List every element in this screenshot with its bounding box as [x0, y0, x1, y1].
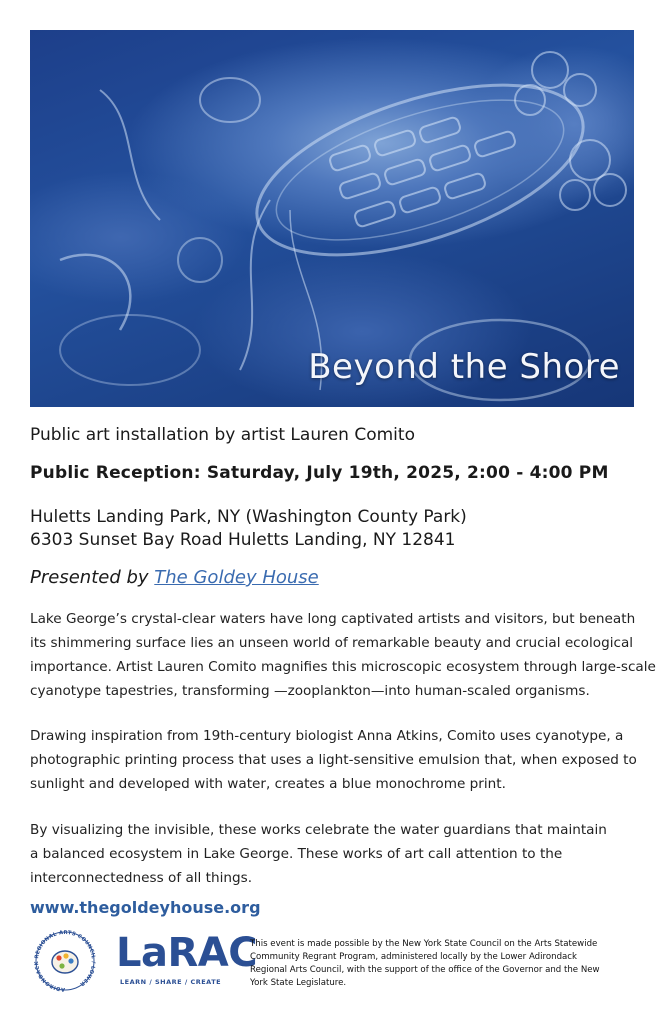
- funding-line: York State Legislature.: [250, 978, 347, 988]
- presented-by-label: Presented by: [30, 567, 149, 588]
- paragraph-line: a balanced ecosystem in Lake George. These works of art call attention to the: [30, 846, 563, 862]
- artwork-title: Beyond the Shore: [308, 347, 620, 387]
- funding-line: Regional Arts Council, with the support of the office of the Governor and the New: [250, 965, 600, 975]
- description-paragraph-1: [30, 607, 656, 703]
- larac-tagline: LEARN / SHARE / CREATE: [120, 978, 222, 986]
- larac-wordmark: LaRAC: [116, 930, 258, 976]
- larac-logo: [32, 928, 258, 994]
- website-link[interactable]: www.thegoldeyhouse.org: [30, 898, 261, 917]
- description-paragraph-2: [30, 724, 637, 796]
- funding-statement: [250, 938, 635, 990]
- paragraph-line: Lake George’s crystal-clear waters have long captivated artists and visitors, but beneath: [30, 611, 636, 627]
- hero-image: [30, 30, 634, 407]
- funding-line: This event is made possible by the New York State Council on the Arts Statewide: [250, 939, 598, 949]
- paragraph-line: importance. Artist Lauren Comito magnifies this microscopic ecosystem through large-scale: [30, 659, 656, 675]
- paragraph-line: sunlight and developed with water, creates a blue monochrome print.: [30, 776, 506, 792]
- venue-name: Huletts Landing Park, NY (Washington County Park): [30, 507, 467, 527]
- paragraph-line: photographic printing process that uses a light-sensitive emulsion that, when exposed to: [30, 752, 637, 768]
- funding-line: Community Regrant Program, administered locally by the Lower Adirondack: [250, 952, 577, 962]
- paragraph-line: interconnectedness of all things.: [30, 870, 253, 886]
- paragraph-line: cyanotype tapestries, transforming —zooplankton—into human-scaled organisms.: [30, 683, 590, 699]
- reception-details: Public Reception: Saturday, July 19th, 2025, 2:00 - 4:00 PM: [30, 463, 609, 483]
- larac-palette-icon: [32, 928, 112, 994]
- paragraph-line: Drawing inspiration from 19th-century biologist Anna Atkins, Comito uses cyanotype, a: [30, 728, 624, 744]
- presented-by: [30, 567, 319, 588]
- description-paragraph-3: [30, 818, 630, 890]
- goldey-house-link[interactable]: The Goldey House: [154, 567, 319, 588]
- paragraph-line: By visualizing the invisible, these works celebrate the water guardians that maintain: [30, 822, 607, 838]
- subtitle: Public art installation by artist Lauren Comito: [30, 425, 415, 445]
- venue-address: 6303 Sunset Bay Road Huletts Landing, NY 12841: [30, 530, 456, 550]
- logo-ring-text: ADIRONDACK REGIONAL ARTS COUNCIL / LOWER: [33, 929, 97, 993]
- paragraph-line: its shimmering surface lies an unseen world of remarkable beauty and crucial ecological: [30, 635, 634, 651]
